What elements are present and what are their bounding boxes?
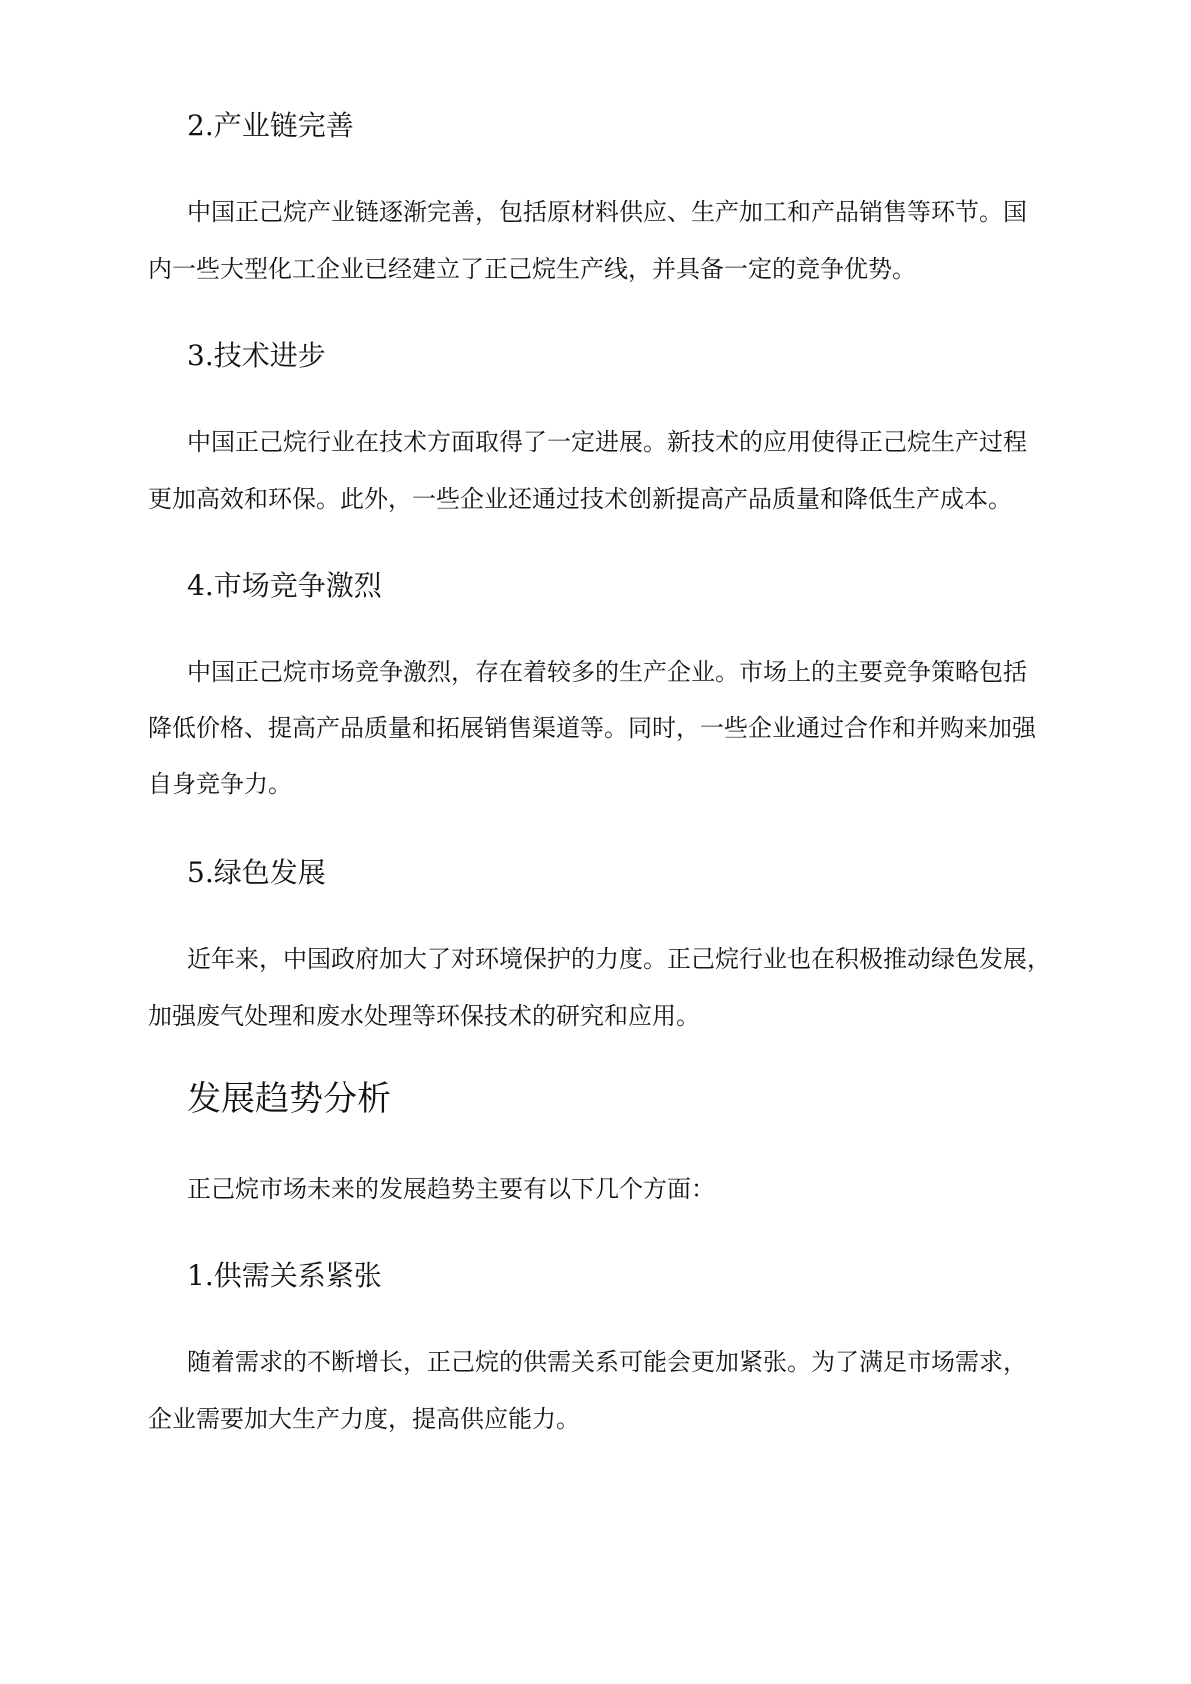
paragraph-line: 加强废气处理和废水处理等环保技术的研究和应用。 xyxy=(148,1002,700,1030)
heading-supply-demand: 1.供需关系紧张 xyxy=(187,1259,382,1292)
paragraph-line: 更加高效和环保。此外，一些企业还通过技术创新提高产品质量和降低生产成本。 xyxy=(148,485,1012,513)
paragraph-line: 正己烷市场未来的发展趋势主要有以下几个方面： xyxy=(187,1175,715,1203)
paragraph-line: 内一些大型化工企业已经建立了正己烷生产线，并具备一定的竞争优势。 xyxy=(148,255,916,283)
paragraph-line: 中国正己烷行业在技术方面取得了一定进展。新技术的应用使得正己烷生产过程 xyxy=(187,428,1027,456)
paragraph-line: 中国正己烷市场竞争激烈，存在着较多的生产企业。市场上的主要竞争策略包括 xyxy=(187,658,1027,686)
section-title-trend-analysis: 发展趋势分析 xyxy=(187,1079,391,1119)
heading-industry-chain: 2.产业链完善 xyxy=(187,109,354,142)
paragraph-line: 中国正己烷产业链逐渐完善，包括原材料供应、生产加工和产品销售等环节。国 xyxy=(187,198,1027,226)
heading-market-competition: 4.市场竞争激烈 xyxy=(187,569,382,602)
paragraph-line: 企业需要加大生产力度，提高供应能力。 xyxy=(148,1405,580,1433)
heading-tech-progress: 3.技术进步 xyxy=(187,339,326,372)
paragraph-line: 随着需求的不断增长，正己烷的供需关系可能会更加紧张。为了满足市场需求， xyxy=(187,1348,1027,1376)
heading-green-development: 5.绿色发展 xyxy=(187,856,326,889)
paragraph-line: 降低价格、提高产品质量和拓展销售渠道等。同时，一些企业通过合作和并购来加强 xyxy=(148,714,1036,742)
paragraph-line: 自身竞争力。 xyxy=(148,770,292,798)
paragraph-line: 近年来，中国政府加大了对环境保护的力度。正己烷行业也在积极推动绿色发展， xyxy=(187,945,1051,973)
